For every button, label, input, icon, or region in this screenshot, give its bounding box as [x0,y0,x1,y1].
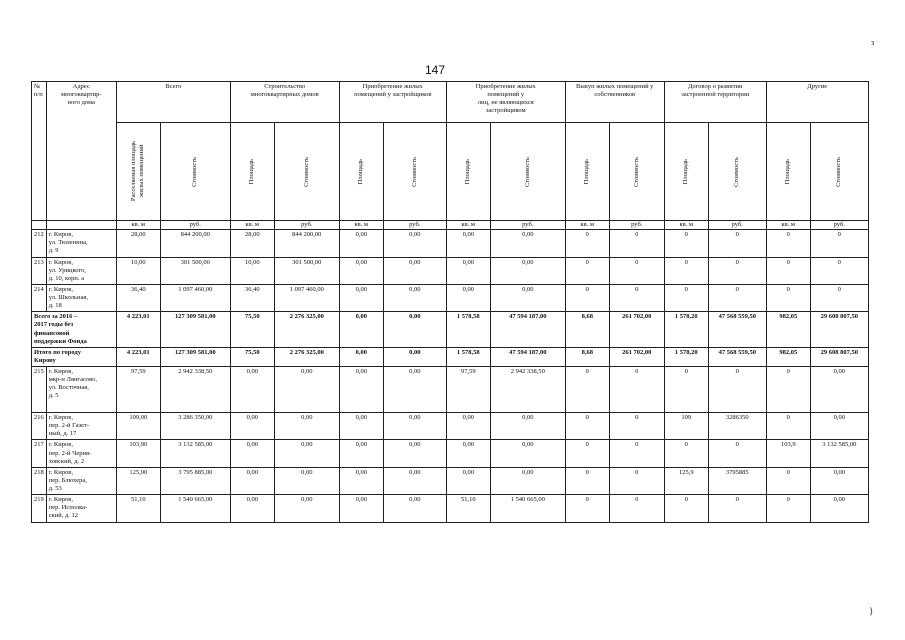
value-cell: 0,00 [274,495,339,522]
table-row [32,413,869,440]
value-cell: 0,00 [446,467,490,494]
value-cell: 75,50 [230,312,274,348]
value-cell: 0 [565,367,609,413]
value-cell: 0,00 [383,367,446,413]
sub-header-label: Площадь [357,158,365,185]
value-cell: 0 [609,230,664,257]
value-cell: 0,00 [339,467,383,494]
row-number: 217 [32,440,47,467]
value-cell: 982,05 [766,347,810,366]
unit-cell-empty [32,221,47,230]
value-cell: 1 097 460,00 [274,284,339,311]
value-cell: 0 [664,367,708,413]
group-header: Приобретение жилых помещений у застройщиков [339,82,446,123]
group-header: Всего [116,82,230,123]
value-cell: 0 [664,284,708,311]
value-cell: 75,50 [230,347,274,366]
sub-header [766,123,810,221]
value-cell: 0 [766,257,810,284]
value-cell: 0 [766,284,810,311]
value-cell: 0 [708,230,766,257]
value-cell: 127 309 581,00 [160,347,230,366]
value-cell: 2 942 338,50 [490,367,565,413]
unit-cell: кв. м [766,221,810,230]
value-cell: 0 [565,257,609,284]
value-cell: 47 594 187,00 [490,312,565,348]
value-cell: 0 [766,467,810,494]
value-cell: 0 [766,230,810,257]
unit-cell-empty [46,221,116,230]
value-cell: 0,00 [490,440,565,467]
sub-header [664,123,708,221]
value-cell: 0 [708,284,766,311]
value-cell: 3286350 [708,413,766,440]
value-cell: 0 [810,257,868,284]
row-number: 219 [32,495,47,522]
value-cell: 0 [766,367,810,413]
value-cell: 10,00 [116,257,160,284]
unit-cell: руб. [490,221,565,230]
value-cell: 0,00 [230,467,274,494]
value-cell: 29 608 807,50 [810,347,868,366]
unit-cell: кв. м [230,221,274,230]
total-row [32,312,869,348]
value-cell: 0,00 [446,230,490,257]
sub-header [116,123,160,221]
unit-cell: руб. [708,221,766,230]
value-cell: 125,90 [116,467,160,494]
value-cell: 0,00 [339,413,383,440]
value-cell: 1 578,20 [664,347,708,366]
value-cell: 2 276 325,00 [274,347,339,366]
value-cell: 0 [708,495,766,522]
row-address: г. Киров, ул. Тюленина, д. 9 [46,230,116,257]
value-cell: 8,68 [565,347,609,366]
sub-header [230,123,274,221]
value-cell: 0,00 [383,440,446,467]
row-address: г. Киров, пер. Блюхера, д. 53 [46,467,116,494]
table-row [32,495,869,522]
value-cell: 3795885 [708,467,766,494]
value-cell: 0 [664,440,708,467]
value-cell: 0,00 [230,367,274,413]
value-cell: 10,00 [230,257,274,284]
value-cell: 0,00 [490,230,565,257]
sub-header [810,123,868,221]
unit-cell: руб. [274,221,339,230]
value-cell: 0,00 [383,467,446,494]
sub-header-label: Площадь [248,158,256,185]
value-cell: 0,00 [383,257,446,284]
row-address: г. Киров, пер. 2-й Черня- ховский, д. 2 [46,440,116,467]
value-cell: 0,00 [339,312,383,348]
value-cell: 301 500,00 [274,257,339,284]
value-cell: 0,00 [446,440,490,467]
total-label: Всего за 2016 – 2017 годы без финансовой поддержки Фонда [32,312,117,348]
value-cell: 0 [708,440,766,467]
col-address: Адрес многоквартир- ного дома [46,82,116,221]
value-cell: 47 568 559,50 [708,312,766,348]
value-cell: 0 [565,440,609,467]
value-cell: 28,00 [230,230,274,257]
margin-mark: з [871,38,875,47]
table-row [32,367,869,413]
value-cell: 0,00 [339,367,383,413]
value-cell: 844 200,00 [274,230,339,257]
value-cell: 0,00 [810,413,868,440]
value-cell: 0,00 [274,467,339,494]
value-cell: 0 [609,257,664,284]
unit-cell: кв. м [664,221,708,230]
value-cell: 0,00 [383,230,446,257]
sub-header-label: Стоимость [632,156,640,187]
value-cell: 28,00 [116,230,160,257]
value-cell: 47 568 559,50 [708,347,766,366]
value-cell: 0 [766,495,810,522]
value-cell: 261 702,00 [609,312,664,348]
value-cell: 0,00 [339,495,383,522]
value-cell: 0,00 [810,495,868,522]
value-cell: 0,00 [490,257,565,284]
total-row [32,347,869,366]
value-cell: 127 309 581,00 [160,312,230,348]
value-cell: 0,00 [339,440,383,467]
value-cell: 0 [664,495,708,522]
value-cell: 0,00 [490,467,565,494]
value-cell: 97,59 [116,367,160,413]
value-cell: 0,00 [446,284,490,311]
sub-header-label: Стоимость [302,156,310,187]
value-cell: 844 200,00 [160,230,230,257]
value-cell: 0,00 [490,413,565,440]
value-cell: 4 223,01 [116,312,160,348]
table-row [32,230,869,257]
unit-cell: руб. [609,221,664,230]
sub-header [160,123,230,221]
value-cell: 4 223,01 [116,347,160,366]
value-cell: 125,9 [664,467,708,494]
row-number: 212 [32,230,47,257]
row-address: г. Киров, ул. Школьная, д. 18 [46,284,116,311]
unit-cell: кв. м [339,221,383,230]
value-cell: 0,00 [274,413,339,440]
value-cell: 0,00 [490,284,565,311]
value-cell: 3 286 350,00 [160,413,230,440]
group-header: Выкуп жилых помещений у собственников [565,82,664,123]
value-cell: 0 [609,367,664,413]
value-cell: 3 132 585,00 [810,440,868,467]
value-cell: 0,00 [230,440,274,467]
header-row-groups [32,82,869,123]
value-cell: 0,00 [383,347,446,366]
value-cell: 0 [609,495,664,522]
value-cell: 0 [810,284,868,311]
unit-cell: кв. м [116,221,160,230]
group-header: Договор о развитии застроенной территории [664,82,766,123]
value-cell: 109,00 [116,413,160,440]
value-cell: 0,00 [383,413,446,440]
value-cell: 51,10 [446,495,490,522]
col-num: № п/п [32,82,47,221]
sub-header [446,123,490,221]
value-cell: 97,59 [446,367,490,413]
value-cell: 0,00 [274,440,339,467]
row-number: 213 [32,257,47,284]
value-cell: 0 [609,440,664,467]
sub-header-label: Стоимость [410,156,418,187]
group-header: Приобретение жилых помещений у лиц, не являющихся застройщиком [446,82,565,123]
value-cell: 0,00 [383,312,446,348]
sub-header [339,123,383,221]
sub-header-label: Площадь [583,158,591,185]
value-cell: 0 [609,467,664,494]
value-cell: 1 578,58 [446,347,490,366]
sub-header-label: Стоимость [523,156,531,187]
value-cell: 0 [609,413,664,440]
value-cell: 0 [565,230,609,257]
row-number: 214 [32,284,47,311]
value-cell: 0 [565,413,609,440]
header-row-units [32,221,869,230]
value-cell: 301 500,00 [160,257,230,284]
sub-header [609,123,664,221]
value-cell: 0 [565,495,609,522]
row-number: 218 [32,467,47,494]
value-cell: 0,00 [446,413,490,440]
sub-header [490,123,565,221]
value-cell: 47 594 187,00 [490,347,565,366]
value-cell: 0,00 [230,413,274,440]
value-cell: 0,00 [339,347,383,366]
sub-header [565,123,609,221]
value-cell: 103,90 [116,440,160,467]
value-cell: 0 [565,284,609,311]
value-cell: 2 942 338,50 [160,367,230,413]
sub-header-label: Расселяемая площадь жилых помещений [130,141,146,202]
value-cell: 103,9 [766,440,810,467]
sub-header-label: Стоимость [191,156,199,187]
value-cell: 36,40 [116,284,160,311]
value-cell: 51,10 [116,495,160,522]
sub-header-label: Площадь [464,158,472,185]
value-cell: 261 702,00 [609,347,664,366]
value-cell: 0 [609,284,664,311]
value-cell: 0,00 [339,284,383,311]
value-cell: 0 [664,230,708,257]
sub-header-label: Стоимость [733,156,741,187]
table-row [32,440,869,467]
value-cell: 0 [708,367,766,413]
value-cell: 1 540 665,00 [490,495,565,522]
resettlement-table [31,81,869,523]
unit-cell: руб. [810,221,868,230]
row-number: 215 [32,367,47,413]
value-cell: 0 [565,467,609,494]
group-header: Строительство многоквартирных домов [230,82,339,123]
sub-header [383,123,446,221]
value-cell: 109 [664,413,708,440]
value-cell: 0,00 [446,257,490,284]
value-cell: 0,00 [339,230,383,257]
value-cell: 0,00 [383,284,446,311]
value-cell: 0,00 [383,495,446,522]
sub-header-label: Площадь [682,158,690,185]
value-cell: 3 132 585,00 [160,440,230,467]
total-label: Итого по городу Кирову [32,347,117,366]
sub-header [274,123,339,221]
value-cell: 0 [810,230,868,257]
page-number: 147 [425,63,446,77]
margin-mark: } [869,606,874,616]
value-cell: 1 540 665,00 [160,495,230,522]
value-cell: 0,00 [230,495,274,522]
table-row [32,257,869,284]
value-cell: 0 [766,413,810,440]
unit-cell: кв. м [565,221,609,230]
value-cell: 0,00 [339,257,383,284]
value-cell: 0,00 [810,367,868,413]
row-address: г. Киров, ул. Урицкого, д. 10, корп. а [46,257,116,284]
value-cell: 982,05 [766,312,810,348]
value-cell: 1 578,20 [664,312,708,348]
sub-header [708,123,766,221]
unit-cell: руб. [160,221,230,230]
unit-cell: руб. [383,221,446,230]
row-address: г. Киров, мкр-н Лянгасово, ул. Восточная, д. 5 [46,367,116,413]
value-cell: 0 [708,257,766,284]
sub-header-label: Площадь [784,158,792,185]
sub-header-label: Стоимость [835,156,843,187]
header-row-sub [32,123,869,221]
value-cell: 36,40 [230,284,274,311]
table-row [32,284,869,311]
row-address: г. Киров, пер. 2-й Газет- ный, д. 17 [46,413,116,440]
group-header: Другие [766,82,868,123]
value-cell: 1 578,58 [446,312,490,348]
table-row [32,467,869,494]
value-cell: 3 795 885,00 [160,467,230,494]
value-cell: 0,00 [274,367,339,413]
value-cell: 0,00 [810,467,868,494]
value-cell: 8,68 [565,312,609,348]
value-cell: 0 [664,257,708,284]
value-cell: 29 608 807,50 [810,312,868,348]
row-number: 216 [32,413,47,440]
value-cell: 2 276 325,00 [274,312,339,348]
unit-cell: кв. м [446,221,490,230]
row-address: г. Киров, пер. Исполка- ский, д. 12 [46,495,116,522]
value-cell: 1 097 460,00 [160,284,230,311]
